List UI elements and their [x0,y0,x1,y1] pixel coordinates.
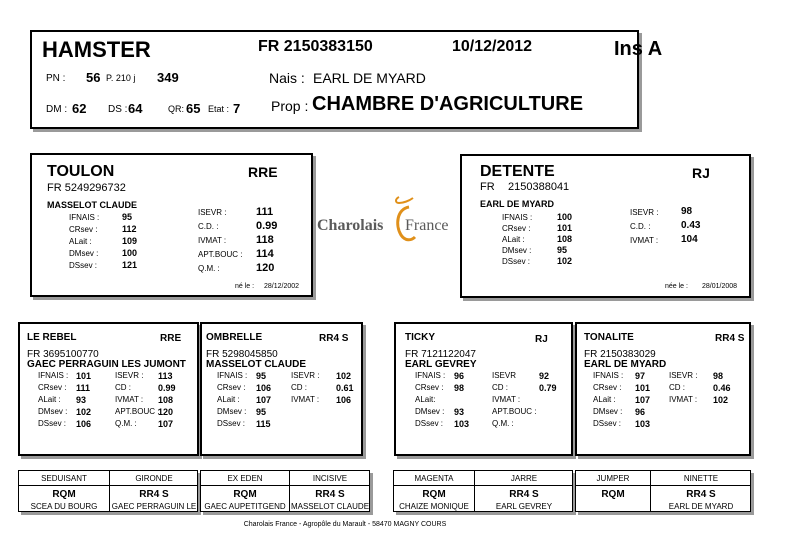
ggp2-name: EX EDEN [227,474,263,483]
great-grand-group-1 [18,470,198,512]
nais-value: EARL DE MYARD [313,70,426,86]
gp1-right-stat-value: 0.61 [336,383,354,393]
ggp2-owner: GAEC AUPETITGEND [204,502,286,511]
gp2-left-stat-label: ALait: [415,395,436,404]
gp3-id: FR 2150383029 [584,349,656,360]
dam-id-prefix: FR [480,181,495,193]
gp2-left-stat-value: 93 [454,407,465,417]
gp3-left-stat-value: 97 [635,371,646,381]
gp2-left-stat-label: CRsev : [415,383,444,392]
gp3-left-stat-value: 103 [635,419,651,429]
gp2-owner: EARL GEVREY [405,359,477,370]
gp1-left-stat-label: CRsev : [217,383,246,392]
gp0-right-stat-value: 107 [158,419,174,429]
ds-value: 64 [128,101,143,116]
dam-left-stat-label: IFNAIS : [502,213,533,222]
gp0-right-stat-label: IVMAT : [115,395,144,404]
dam-owner: EARL DE MYARD [480,199,555,209]
sire-card [30,153,313,297]
ggp6-name: JUMPER [596,474,630,483]
gp2-code: RJ [535,334,548,345]
great-grand-group-2 [200,470,370,512]
gp2-right-stat-value: 0.79 [539,383,557,393]
gp2-right-stat-label: CD : [492,383,508,392]
gp0-right-stat-label: Q.M. : [115,419,137,428]
gp1-right-stat-value: 106 [336,395,352,405]
logo-text-right: France [405,217,449,234]
gp0-left-stat-value: 111 [76,383,91,393]
dam-left-stat-value: 101 [557,223,573,233]
ds-label: DS : [108,104,128,115]
ggp-cell [474,471,574,511]
ggp-cell [109,471,199,511]
ggp1-name: GIRONDE [135,474,173,483]
great-grand-group-3 [393,470,573,512]
gp0-left-stat-label: CRsev : [38,383,67,392]
animal-id: FR 2150383150 [258,38,373,55]
gp1-right-stat-label: ISEVR : [291,371,320,380]
dam-name: DETENTE [480,163,555,180]
gp3-right-stat-value: 0.46 [713,383,731,393]
sire-right-stat-label: C.D. : [198,222,219,231]
gp2-right-stat-value: 92 [539,371,550,381]
animal-name: HAMSTER [42,37,151,62]
dam-left-stat-value: 95 [557,245,568,255]
sire-right-stat-value: 120 [256,262,275,274]
ggp-cell [19,471,109,511]
sire-right-stat-value: 118 [256,234,274,246]
sire-born-label: né le : [235,283,255,290]
etat-value: 7 [233,101,241,116]
sire-left-stat-label: CRsev : [69,225,98,234]
gp3-right-stat-label: IVMAT : [669,395,698,404]
dam-right-stat-label: IVMAT : [630,236,659,245]
ggp6-code: RQM [601,489,625,500]
dam-left-stat-label: CRsev : [502,224,531,233]
gp3-right-stat-value: 102 [713,395,729,405]
ggp7-name: NINETTE [683,474,719,483]
grandsire-maternal-card [394,322,573,456]
ggp4-owner: CHAIZE MONIQUE [399,502,469,511]
gp2-left-stat-value: 96 [454,371,465,381]
ggp0-code: RQM [52,489,76,500]
p210-value: 349 [157,70,179,85]
sire-left-stat-label: DSsev : [69,261,98,270]
sire-left-stat-value: 100 [122,248,138,258]
sire-left-stat-label: DMsev : [69,249,99,258]
ggp1-owner: GAEC PERRAGUIN LE [111,502,197,511]
prop-label: Prop : [271,98,309,114]
gp0-left-stat-value: 101 [76,371,92,381]
qr-value: 65 [186,101,201,116]
sire-right-stat-value: 114 [256,248,274,260]
pn-value: 56 [86,70,101,85]
dam-id: 2150388041 [508,181,570,193]
ggp7-code: RR4 S [686,489,716,500]
dam-left-stat-label: DSsev : [502,257,531,266]
gp0-right-stat-label: APT.BOUC : [115,407,160,416]
sire-born-value: 28/12/2002 [264,283,300,290]
gp3-left-stat-value: 101 [635,383,651,393]
dam-code: RJ [692,165,710,181]
animal-inscription: Ins A [614,38,663,60]
gp0-left-stat-label: DMsev : [38,407,68,416]
dam-right-stat-value: 0.43 [681,220,701,231]
sire-id: FR 5249296732 [47,182,126,194]
gp0-left-stat-label: DSsev : [38,419,67,428]
granddam-maternal-card [575,322,751,456]
gp0-right-stat-value: 0.99 [158,383,176,393]
sire-name: TOULON [47,163,115,180]
gp1-right-stat-value: 102 [336,371,352,381]
logo-swoosh-icon [385,195,425,245]
sire-right-stat-label: ISEVR : [198,208,227,217]
gp1-right-stat-label: IVMAT : [291,395,320,404]
gp2-left-stat-value: 98 [454,383,465,393]
gp3-code: RR4 S [715,333,745,344]
gp2-right-stat-label: Q.M. : [492,419,514,428]
gp0-left-stat-value: 93 [76,395,87,405]
gp2-right-stat-label: ISEVR [492,371,517,380]
dam-left-stat-value: 102 [557,256,573,266]
gp0-name: LE REBEL [27,332,77,343]
gp1-left-stat-value: 107 [256,395,272,405]
sire-left-stat-value: 121 [122,260,138,270]
grandsire-paternal-card [18,322,199,456]
gp0-right-stat-value: 120 [158,407,174,417]
gp0-right-stat-value: 108 [158,395,174,405]
gp2-right-stat-label: APT.BOUC : [492,407,537,416]
sire-right-stat-value: 111 [256,206,274,218]
ggp-cell [394,471,474,511]
ggp-cell [650,471,752,511]
nais-label: Nais : [269,70,305,86]
gp1-left-stat-value: 106 [256,383,272,393]
dam-right-stat-label: C.D. : [630,222,651,231]
sire-left-stat-label: IFNAIS : [69,213,100,222]
dam-born-label: née le : [665,283,688,290]
sire-right-stat-value: 0.99 [256,220,278,232]
gp0-owner: GAEC PERRAGUIN LES JUMONT [27,359,186,370]
ggp3-owner: MASSELOT CLAUDE [290,502,370,511]
gp0-right-stat-label: ISEVR : [115,371,144,380]
ggp5-code: RR4 S [509,489,539,500]
gp1-left-stat-label: DSsev : [217,419,246,428]
prop-value: CHAMBRE D'AGRICULTURE [312,93,584,115]
gp3-left-stat-value: 107 [635,395,651,405]
gp3-owner: EARL DE MYARD [584,359,667,370]
gp2-left-stat-label: DMsev : [415,407,445,416]
gp2-left-stat-value: 103 [454,419,470,429]
ggp5-name: JARRE [510,474,538,483]
great-grand-group-4 [575,470,751,512]
dm-value: 62 [72,101,87,116]
dam-left-stat-label: DMsev : [502,246,532,255]
main-animal-card [30,30,663,129]
dam-right-stat-value: 104 [681,234,698,245]
p210-label: P. 210 j [106,73,136,83]
sire-left-stat-value: 95 [122,212,133,222]
dam-left-stat-label: ALait : [502,235,525,244]
sire-left-stat-value: 112 [122,224,137,234]
ggp-cell [289,471,371,511]
dam-born-value: 28/01/2008 [702,283,738,290]
sire-code: RRE [248,164,278,180]
gp3-left-stat-value: 96 [635,407,646,417]
gp1-left-stat-value: 95 [256,407,267,417]
gp1-left-stat-value: 115 [256,419,271,429]
gp3-name: TONALITE [584,332,634,343]
gp1-name: OMBRELLE [206,332,263,343]
dm-label: DM : [46,104,68,115]
gp0-left-stat-label: IFNAIS : [38,371,69,380]
ggp0-owner: SCEA DU BOURG [30,502,98,511]
qr-label: QR: [168,104,185,114]
footer-address: Charolais France - Agropôle du Marault - 58470 MAGNY COURS [243,521,447,528]
ggp4-name: MAGENTA [414,474,454,483]
gp1-left-stat-value: 95 [256,371,267,381]
gp2-id: FR 7121122047 [405,349,476,360]
ggp7-owner: EARL DE MYARD [668,502,734,511]
dam-left-stat-value: 108 [557,234,573,244]
granddam-paternal-card [200,322,363,456]
gp1-right-stat-label: CD : [291,383,307,392]
gp2-right-stat-label: IVMAT : [492,395,521,404]
gp0-id: FR 3695100770 [27,349,99,360]
pn-label: PN : [46,73,66,84]
ggp-cell [201,471,289,511]
gp3-left-stat-label: IFNAIS : [593,371,624,380]
ggp2-code: RQM [233,489,257,500]
sire-right-stat-label: IVMAT : [198,236,227,245]
gp3-right-stat-label: ISEVR : [669,371,698,380]
ggp1-code: RR4 S [139,489,169,500]
gp1-left-stat-label: DMsev : [217,407,247,416]
charolais-france-logo [315,195,455,255]
sire-left-stat-label: ALait : [69,237,92,246]
dam-right-stat-label: ISEVR : [630,208,659,217]
gp1-code: RR4 S [319,333,349,344]
gp3-left-stat-label: ALait : [593,395,616,404]
gp1-left-stat-label: IFNAIS : [217,371,248,380]
dam-card [460,154,751,298]
dam-left-stat-value: 100 [557,212,573,222]
logo-text-left: Charolais [317,217,384,234]
gp3-left-stat-label: DSsev : [593,419,622,428]
gp3-right-stat-label: CD : [669,383,685,392]
gp3-left-stat-label: CRsev : [593,383,622,392]
gp3-right-stat-value: 98 [713,371,724,381]
gp2-name: TICKY [405,332,435,343]
sire-owner: MASSELOT CLAUDE [47,200,137,210]
sire-right-stat-label: Q.M. : [198,264,220,273]
ggp-cell [576,471,650,511]
gp1-owner: MASSELOT CLAUDE [206,359,306,370]
gp2-left-stat-label: IFNAIS : [415,371,446,380]
ggp0-name: SEDUISANT [41,474,87,483]
ggp3-name: INCISIVE [312,474,348,483]
ggp3-code: RR4 S [315,489,345,500]
dam-right-stat-value: 98 [681,206,693,217]
sire-right-stat-label: APT.BOUC : [198,250,243,259]
ggp4-code: RQM [422,489,446,500]
gp2-left-stat-label: DSsev : [415,419,444,428]
gp0-right-stat-value: 113 [158,371,173,381]
gp1-left-stat-label: ALait : [217,395,240,404]
etat-label: Etat : [208,104,230,114]
ggp5-owner: EARL GEVREY [495,502,553,511]
animal-date: 10/12/2012 [452,38,533,55]
sire-left-stat-value: 109 [122,236,138,246]
gp0-left-stat-value: 102 [76,407,92,417]
gp0-left-stat-label: ALait : [38,395,61,404]
gp0-left-stat-value: 106 [76,419,92,429]
gp3-left-stat-label: DMsev : [593,407,623,416]
gp1-id: FR 5298045850 [206,349,278,360]
gp0-code: RRE [160,333,182,344]
gp0-right-stat-label: CD : [115,383,131,392]
